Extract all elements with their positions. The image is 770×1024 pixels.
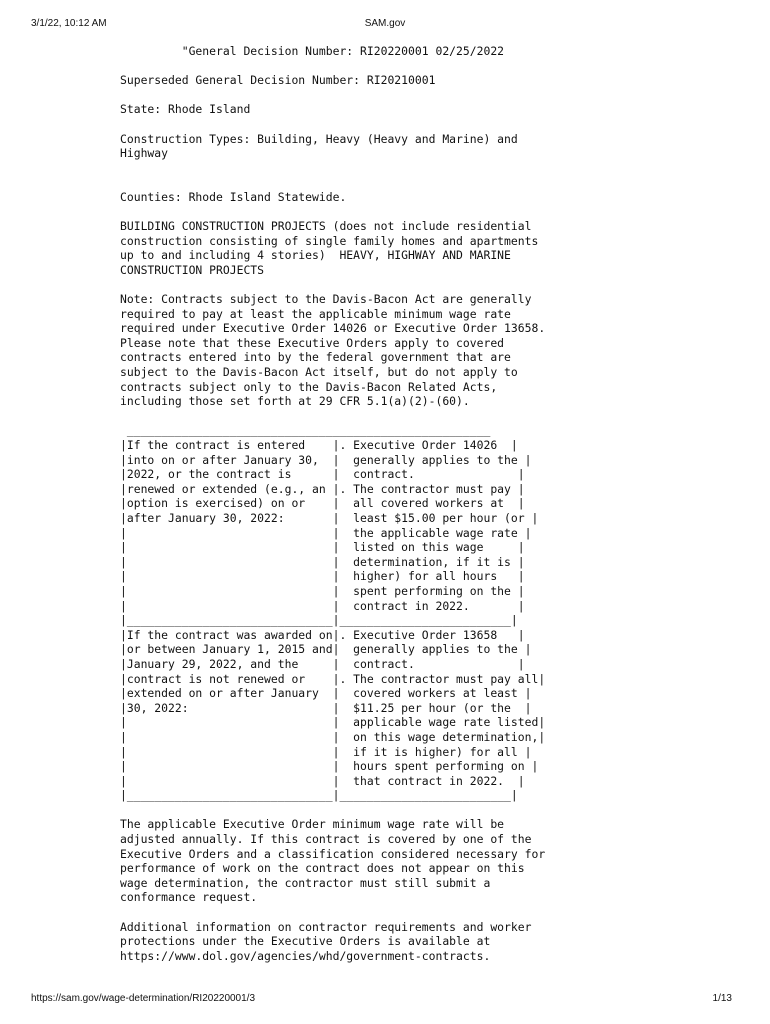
document-line: |or between January 1, 2015 and| generally applies to the | <box>120 642 532 657</box>
document-line: construction consisting of single family homes and apartments <box>120 233 539 248</box>
document-line: BUILDING CONSTRUCTION PROJECTS (does not include residential <box>120 219 532 234</box>
page-number: 1/13 <box>712 993 732 1004</box>
document-line: adjusted annually. If this contract is covered by one of the <box>120 832 532 847</box>
document-line: https://www.dol.gov/agencies/whd/government-contracts. <box>120 948 491 963</box>
document-line: |renewed or extended (e.g., an |. The contractor must pay | <box>120 481 525 496</box>
document-line: CONSTRUCTION PROJECTS <box>120 262 265 277</box>
document-line: | | contract in 2022. | <box>120 598 525 613</box>
document-line: | | spent performing on the | <box>120 583 525 598</box>
print-site-title: SAM.gov <box>364 18 406 29</box>
document-line: |option is exercised) on or | all covered workers at | <box>120 496 525 511</box>
document-line: wage determination, the contractor must still submit a <box>120 875 491 890</box>
document-line: Additional information on contractor requirements and worker <box>120 919 532 934</box>
document-line: Please note that these Executive Orders apply to covered <box>120 335 505 350</box>
document-line: The applicable Executive Order minimum wage rate will be <box>120 817 505 832</box>
document-line: |extended on or after January | covered workers at least | <box>120 686 532 701</box>
document-line: conformance request. <box>120 890 258 905</box>
wage-determination-text <box>120 44 545 963</box>
document-line: performance of work on the contract does not appear on this <box>120 861 525 876</box>
document-line: Construction Types: Building, Heavy (Heavy and Marine) and <box>120 131 518 146</box>
document-line: required under Executive Order 14026 or Executive Order 13658. <box>120 321 546 336</box>
document-line: Executive Orders and a classification considered necessary for <box>120 846 546 861</box>
document-line: subject to the Davis-Bacon Act itself, but do not apply to <box>120 365 518 380</box>
document-line: | | that contract in 2022. | <box>120 773 525 788</box>
document-line: | | determination, if it is | <box>120 554 525 569</box>
document-line: |after January 30, 2022: | least $15.00 per hour (or | <box>120 511 539 525</box>
document-line: contracts entered into by the federal government that are <box>120 350 511 365</box>
document-line: Note: Contracts subject to the Davis-Bacon Act are generally <box>120 292 532 307</box>
document-line: | | on this wage determination,| <box>120 729 546 744</box>
document-line: up to and including 4 stories) HEAVY, HIGHWAY AND MARINE <box>120 248 511 263</box>
document-line: | | applicable wage rate listed| <box>120 715 546 730</box>
document-line: |30, 2022: | $11.25 per hour (or the | <box>120 700 532 715</box>
document-line: required to pay at least the applicable minimum wage rate <box>120 306 511 321</box>
document-line: |If the contract is entered |. Executive Order 14026 | <box>120 438 518 453</box>
document-line: protections under the Executive Orders is available at <box>120 934 491 949</box>
print-datetime: 3/1/22, 10:12 AM <box>31 18 107 29</box>
document-line: Highway <box>120 146 169 161</box>
print-url: https://sam.gov/wage-determination/RI20220001/3 <box>31 993 256 1004</box>
document-line: |contract is not renewed or |. The contractor must pay all| <box>120 671 546 686</box>
document-line: |2022, or the contract is | contract. | <box>120 467 525 482</box>
document-line: |If the contract was awarded on|. Executive Order 13658 | <box>120 627 525 642</box>
document-line: including those set forth at 29 CFR 5.1(a)(2)-(60). <box>120 394 470 409</box>
document-line: |January 29, 2022, and the | contract. | <box>120 656 525 671</box>
document-line: State: Rhode Island <box>120 102 251 117</box>
document-line: |______________________________|_________________________| <box>120 613 518 628</box>
document-line: | | hours spent performing on | <box>120 759 539 774</box>
document-line: | | listed on this wage | <box>120 540 525 555</box>
document-line: | | higher) for all hours | <box>120 569 525 584</box>
document-line: Counties: Rhode Island Statewide. <box>120 189 347 204</box>
document-line: Superseded General Decision Number: RI20210001 <box>120 73 436 88</box>
document-line: |______________________________|_________________________| <box>120 788 518 803</box>
document-line: _____________________________________________________ <box>120 423 491 438</box>
document-line: |into on or after January 30, | generally applies to the | <box>120 452 532 467</box>
document-line: | | if it is higher) for all | <box>120 744 532 759</box>
document-line: | | the applicable wage rate | <box>120 525 532 540</box>
document-line: contracts subject only to the Davis-Bacon Related Acts, <box>120 379 498 394</box>
document-line: "General Decision Number: RI20220001 02/25/2022 <box>120 44 505 58</box>
